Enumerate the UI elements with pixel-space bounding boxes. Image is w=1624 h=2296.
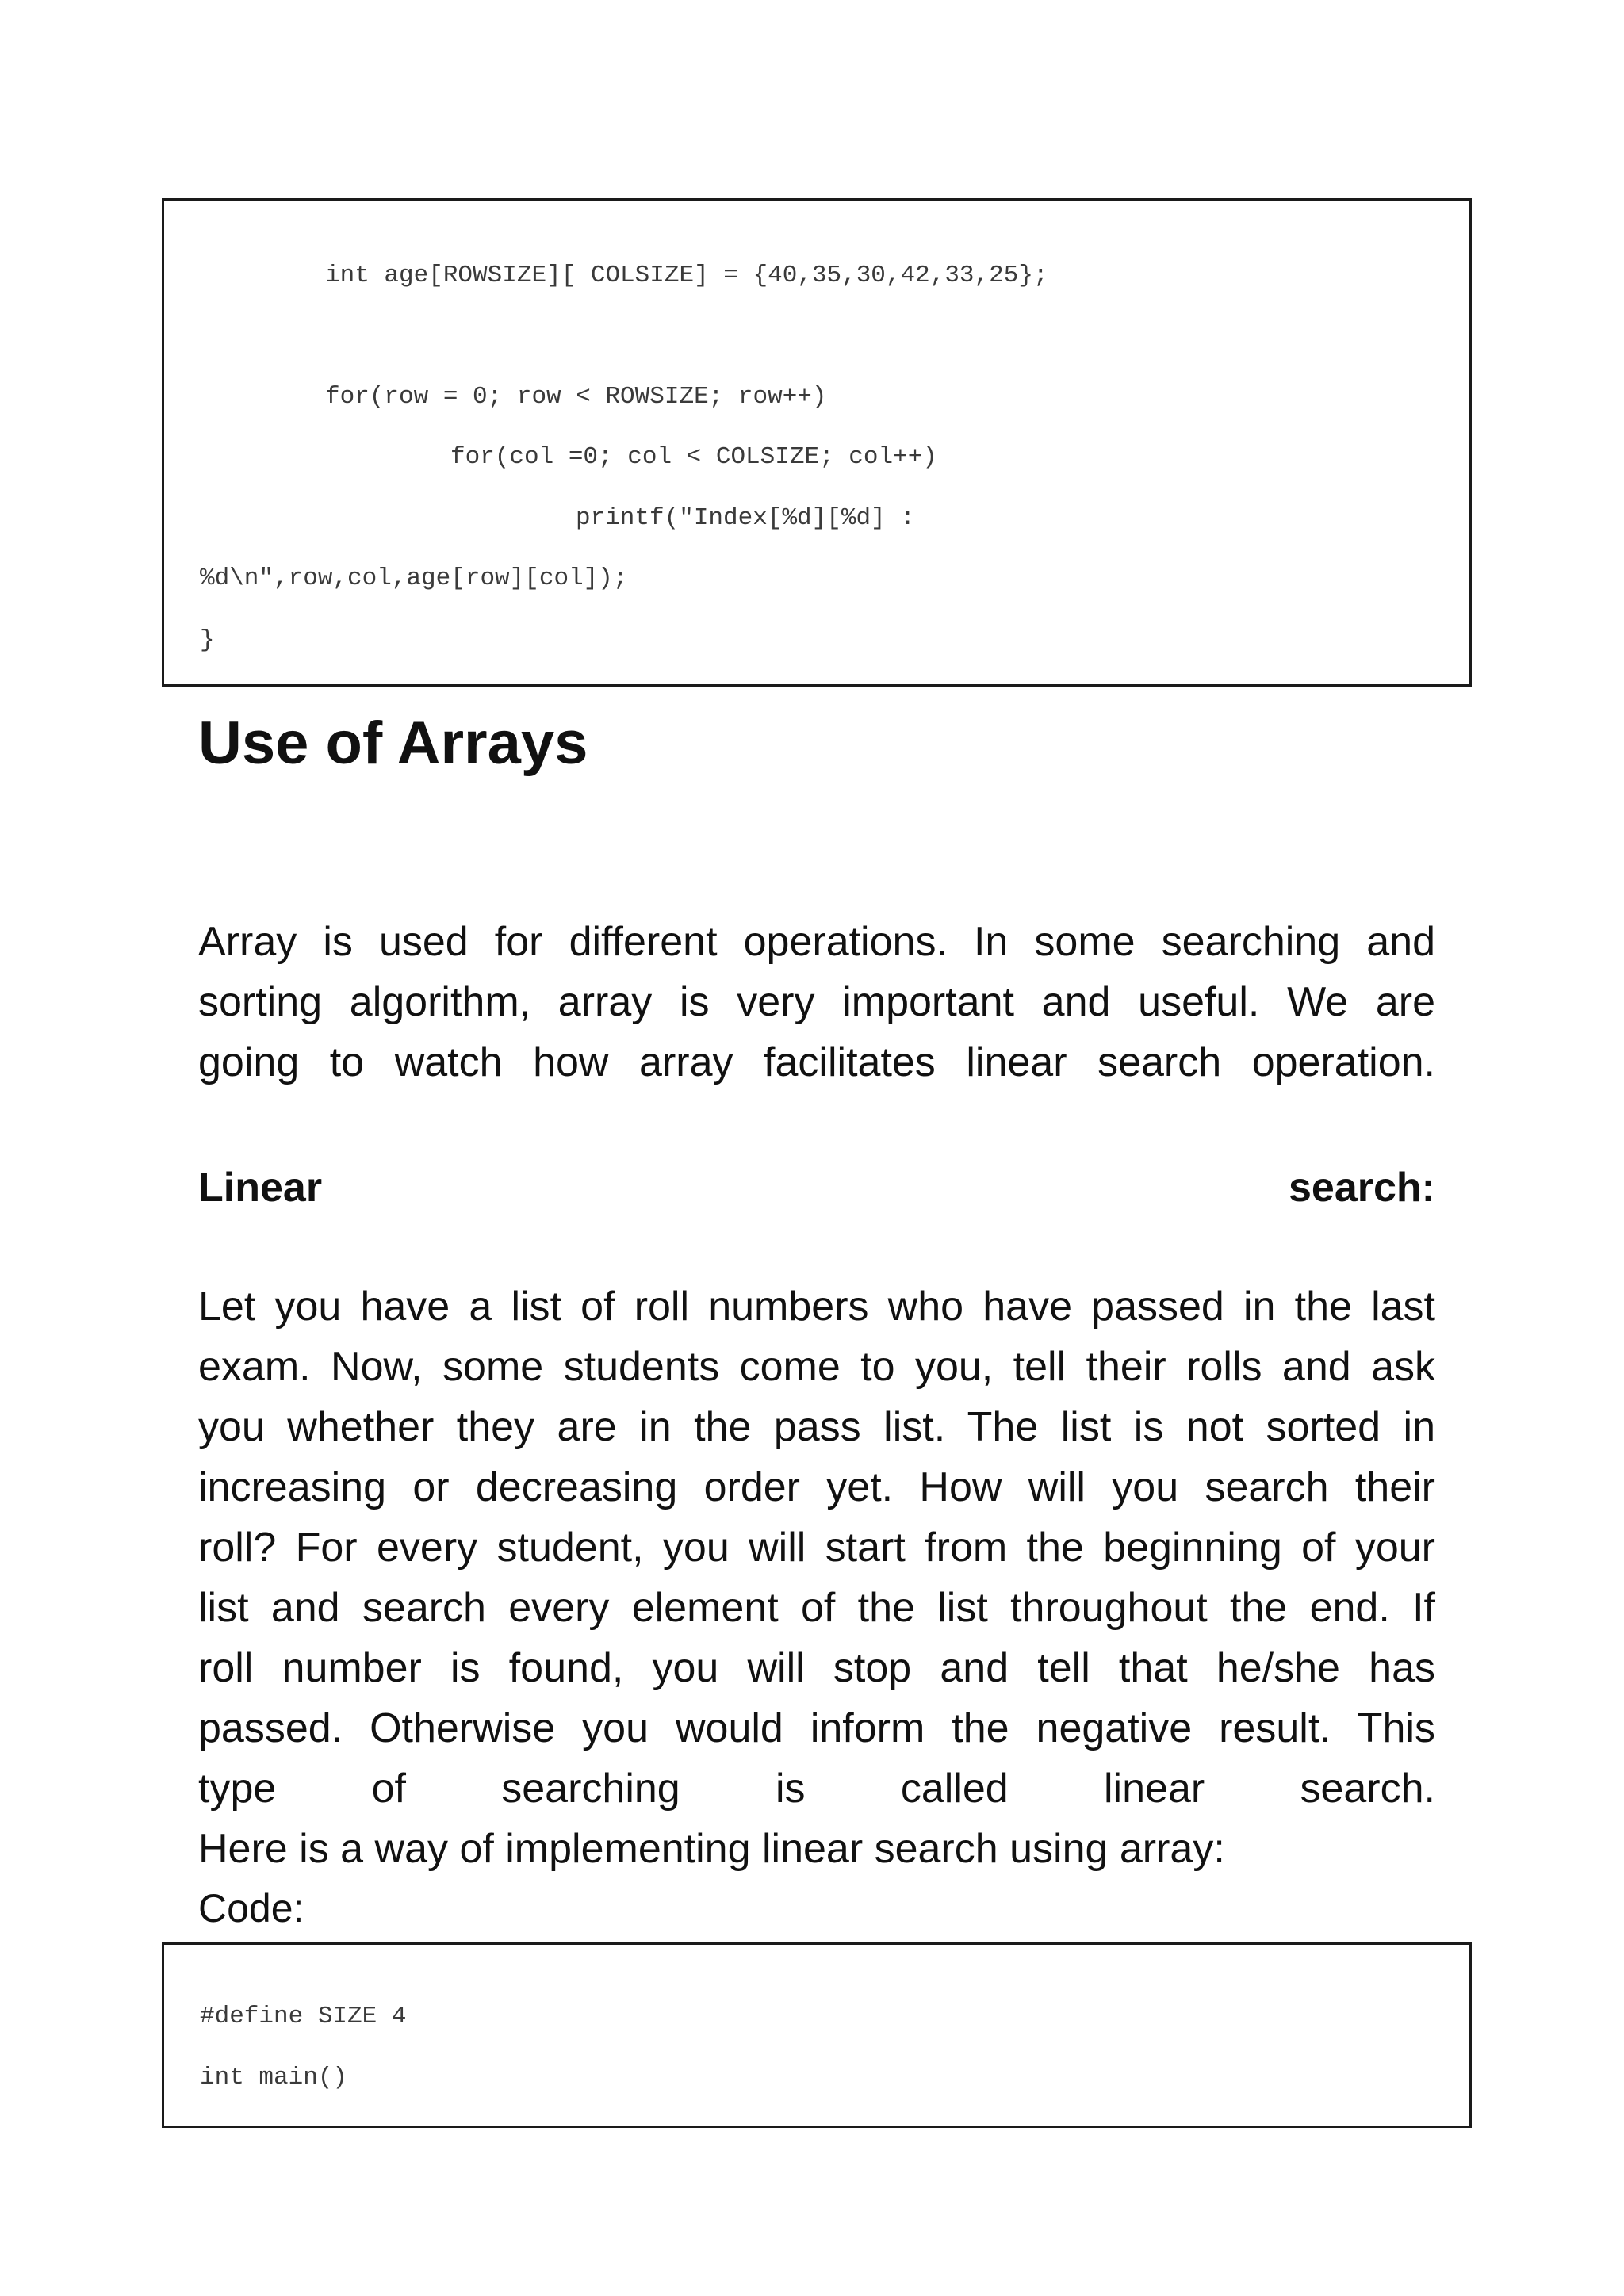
paragraph-line: type of searching is called linear search. bbox=[198, 1766, 1435, 1812]
paragraph-line: increasing or decreasing order yet. How will you search their bbox=[198, 1464, 1435, 1510]
paragraph-line: you whether they are in the pass list. The list is not sorted in bbox=[198, 1404, 1435, 1450]
code-line: int main() bbox=[200, 2064, 348, 2091]
code-line: } bbox=[200, 626, 215, 654]
linear-search-subheading bbox=[198, 1158, 1435, 1218]
paragraph-line: going to watch how array facilitates linear search operation. bbox=[198, 1039, 1435, 1085]
code-line: %d\n",row,col,age[row][col]); bbox=[200, 564, 628, 592]
paragraph-line: exam. Now, some students come to you, tell their rolls and ask bbox=[198, 1344, 1435, 1390]
paragraph-line: roll? For every student, you will start from the beginning of your bbox=[198, 1525, 1435, 1571]
paragraph-line: Array is used for different operations. In some searching and bbox=[198, 919, 1435, 965]
code-line: #define SIZE 4 bbox=[200, 2003, 407, 2030]
paragraph-line: list and search every element of the list throughout the end. If bbox=[198, 1585, 1435, 1631]
subheading-left: Linear bbox=[198, 1165, 323, 1211]
code-line: for(col =0; col < COLSIZE; col++) bbox=[450, 443, 937, 471]
paragraph-line: Here is a way of implementing linear search using array: bbox=[198, 1826, 1225, 1872]
code-line: for(row = 0; row < ROWSIZE; row++) bbox=[325, 383, 827, 411]
subheading-right: search: bbox=[1289, 1165, 1435, 1211]
paragraph-line: passed. Otherwise you would inform the negative result. This bbox=[198, 1705, 1435, 1751]
section-heading: Use of Arrays bbox=[198, 710, 588, 777]
linear-search-paragraph bbox=[198, 1276, 1435, 1879]
paragraph-line: Let you have a list of roll numbers who have passed in the last bbox=[198, 1284, 1435, 1330]
code-line: int age[ROWSIZE][ COLSIZE] = {40,35,30,42,33,25}; bbox=[325, 262, 1048, 289]
code-line: printf("Index[%d][%d] : bbox=[576, 504, 915, 532]
code-block-linear-search bbox=[162, 1942, 1472, 2128]
paragraph-line: roll number is found, you will stop and tell that he/she has bbox=[198, 1645, 1435, 1691]
code-label: Code: bbox=[198, 1886, 304, 1931]
paragraph-line: sorting algorithm, array is very important and useful. We are bbox=[198, 979, 1435, 1025]
intro-paragraph bbox=[198, 912, 1435, 1093]
